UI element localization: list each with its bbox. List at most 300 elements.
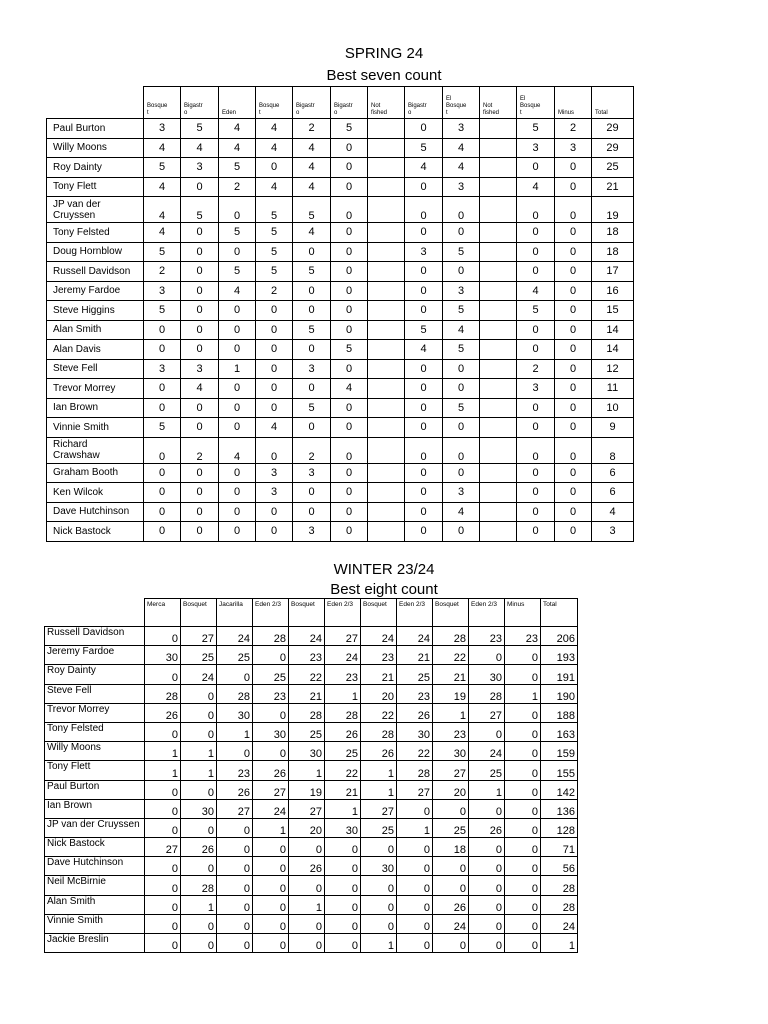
spring-score-cell: 5 (405, 138, 443, 158)
spring-score-cell: 0 (555, 242, 592, 262)
spring-score-cell: 5 (517, 119, 555, 139)
spring-score-cell: 0 (256, 398, 293, 418)
spring-score-cell: 3 (443, 483, 480, 503)
winter-score-cell: 0 (253, 934, 289, 953)
winter-score-cell: 28 (253, 627, 289, 646)
spring-score-cell: 0 (331, 418, 368, 438)
spring-score-cell: 0 (405, 177, 443, 197)
spring-score-cell: 0 (256, 502, 293, 522)
spring-score-cell: 0 (331, 158, 368, 178)
winter-player-name: Roy Dainty (45, 665, 145, 684)
spring-score-cell: 3 (256, 483, 293, 503)
spring-table-row (47, 301, 634, 321)
spring-score-cell (480, 340, 517, 360)
spring-score-cell: 0 (555, 320, 592, 340)
spring-score-cell (368, 359, 405, 379)
spring-player-name-text: Willy Moons (53, 142, 107, 154)
winter-score-cell: 26 (325, 722, 361, 741)
spring-score-cell: 4 (144, 138, 181, 158)
spring-score-cell (368, 483, 405, 503)
spring-header-text: o (296, 110, 300, 116)
spring-score-cell: 5 (256, 242, 293, 262)
spring-score-cell (480, 437, 517, 463)
spring-score-cell: 0 (555, 197, 592, 223)
spring-score-cell: 0 (555, 262, 592, 282)
spring-score-cell: 0 (219, 320, 256, 340)
spring-score-cell: 5 (293, 262, 331, 282)
winter-score-cell: 71 (541, 838, 578, 857)
winter-score-cell: 22 (397, 742, 433, 761)
spring-score-cell: 4 (443, 158, 480, 178)
spring-score-cell: 29 (592, 119, 634, 139)
winter-score-cell: 0 (361, 895, 397, 914)
winter-score-cell: 1 (145, 742, 181, 761)
spring-score-cell: 0 (219, 418, 256, 438)
spring-score-cell: 0 (405, 483, 443, 503)
winter-score-cell: 0 (433, 876, 469, 895)
winter-standings-table (44, 598, 578, 953)
winter-score-cell: 0 (145, 722, 181, 741)
winter-score-cell: 30 (361, 857, 397, 876)
spring-score-cell: 0 (517, 437, 555, 463)
spring-score-cell (368, 463, 405, 483)
spring-score-cell: 5 (144, 242, 181, 262)
winter-score-cell: 24 (253, 799, 289, 818)
spring-score-cell: 0 (405, 398, 443, 418)
spring-player-name-text: Tony Felsted (53, 226, 110, 238)
winter-score-cell: 25 (253, 665, 289, 684)
winter-score-cell: 0 (469, 799, 505, 818)
spring-score-cell: 18 (592, 223, 634, 243)
spring-header-text: Bigastr (184, 103, 203, 109)
spring-score-cell (480, 522, 517, 542)
winter-score-cell: 22 (361, 703, 397, 722)
winter-column-header: Merca (145, 599, 181, 627)
spring-score-cell: 5 (219, 223, 256, 243)
winter-score-cell: 0 (253, 914, 289, 933)
spring-column-header (555, 87, 592, 119)
spring-score-cell: 0 (405, 359, 443, 379)
spring-score-cell: 10 (592, 398, 634, 418)
spring-player-name-text: Doug Hornblow (53, 246, 122, 258)
winter-score-cell: 0 (181, 818, 217, 837)
spring-table-row (47, 158, 634, 178)
winter-column-header: Bosquet (361, 599, 397, 627)
winter-score-cell: 0 (217, 895, 253, 914)
winter-score-cell: 25 (433, 818, 469, 837)
spring-score-cell: 0 (331, 177, 368, 197)
spring-score-cell: 0 (181, 463, 219, 483)
winter-score-cell: 128 (541, 818, 578, 837)
spring-score-cell: 0 (331, 281, 368, 301)
spring-score-cell (368, 502, 405, 522)
winter-score-cell: 155 (541, 761, 578, 780)
winter-score-cell: 0 (505, 703, 541, 722)
winter-score-cell: 0 (289, 914, 325, 933)
spring-score-cell: 0 (181, 398, 219, 418)
spring-score-cell: 0 (144, 320, 181, 340)
spring-score-cell: 0 (517, 522, 555, 542)
winter-score-cell: 23 (361, 646, 397, 665)
spring-score-cell: 5 (293, 398, 331, 418)
winter-score-cell: 1 (181, 895, 217, 914)
spring-header-text: Bigastr (334, 103, 353, 109)
winter-score-cell: 28 (145, 684, 181, 703)
spring-score-cell: 0 (293, 340, 331, 360)
winter-score-cell: 0 (397, 914, 433, 933)
winter-score-cell: 0 (145, 895, 181, 914)
spring-score-cell: 0 (181, 177, 219, 197)
spring-score-cell: 0 (144, 398, 181, 418)
winter-score-cell: 22 (289, 665, 325, 684)
spring-score-cell (368, 242, 405, 262)
spring-player-name (47, 119, 144, 139)
winter-score-cell: 0 (289, 934, 325, 953)
winter-score-cell: 0 (325, 895, 361, 914)
spring-header-text: o (334, 110, 338, 116)
spring-header-text: t (259, 110, 261, 116)
winter-score-cell: 28 (397, 761, 433, 780)
spring-player-name (47, 418, 144, 438)
spring-score-cell (368, 437, 405, 463)
winter-score-cell: 0 (145, 627, 181, 646)
spring-score-cell (368, 340, 405, 360)
spring-table-row (47, 437, 634, 463)
spring-header-blank (47, 87, 144, 119)
spring-header-text: Bosque (446, 103, 467, 109)
winter-score-cell: 28 (361, 722, 397, 741)
spring-score-cell: 0 (517, 418, 555, 438)
spring-score-cell: 2 (144, 262, 181, 282)
spring-score-cell: 0 (555, 483, 592, 503)
spring-player-name (47, 262, 144, 282)
spring-title: SPRING 24 (344, 45, 424, 62)
spring-standings-table (46, 86, 634, 542)
winter-score-cell: 1 (541, 934, 578, 953)
winter-score-cell: 24 (397, 627, 433, 646)
winter-player-name: Jeremy Fardoe (45, 646, 145, 665)
winter-score-cell: 22 (325, 761, 361, 780)
spring-score-cell: 0 (144, 463, 181, 483)
spring-score-cell: 0 (293, 281, 331, 301)
spring-table-row (47, 119, 634, 139)
spring-header-text: Bosque (147, 103, 168, 109)
winter-player-name: Nick Bastock (45, 838, 145, 857)
spring-score-cell: 0 (144, 379, 181, 399)
spring-player-name (47, 223, 144, 243)
spring-score-cell (368, 301, 405, 321)
winter-table-row (45, 914, 578, 933)
winter-score-cell: 23 (253, 684, 289, 703)
spring-score-cell (480, 177, 517, 197)
spring-score-cell: 5 (256, 197, 293, 223)
spring-score-cell: 21 (592, 177, 634, 197)
winter-score-cell: 1 (289, 895, 325, 914)
winter-player-name: Tony Felsted (45, 722, 145, 741)
spring-score-cell: 0 (517, 197, 555, 223)
spring-header-text: fished (483, 110, 500, 116)
spring-score-cell: 0 (219, 301, 256, 321)
winter-score-cell: 0 (505, 722, 541, 741)
spring-player-name (47, 398, 144, 418)
winter-score-cell: 27 (433, 761, 469, 780)
spring-score-cell (480, 119, 517, 139)
winter-score-cell: 0 (181, 857, 217, 876)
winter-player-name: Neil McBirnie (45, 876, 145, 895)
spring-header-text: El (446, 96, 452, 102)
winter-table-row (45, 722, 578, 741)
winter-score-cell: 27 (397, 780, 433, 799)
spring-table-row (47, 502, 634, 522)
spring-score-cell: 4 (256, 177, 293, 197)
spring-player-name (47, 437, 144, 463)
winter-column-header: Bosquet (433, 599, 469, 627)
winter-column-header: Minus (505, 599, 541, 627)
winter-score-cell: 0 (145, 876, 181, 895)
winter-score-cell: 25 (217, 646, 253, 665)
spring-score-cell: 11 (592, 379, 634, 399)
spring-column-header (256, 87, 293, 119)
spring-score-cell: 9 (592, 418, 634, 438)
spring-table-row (47, 197, 634, 223)
spring-header-text: Bigastr (408, 103, 427, 109)
spring-score-cell: 3 (293, 463, 331, 483)
spring-score-cell (368, 177, 405, 197)
spring-header-text: Bosque (259, 103, 280, 109)
winter-score-cell: 26 (433, 895, 469, 914)
winter-score-cell: 0 (469, 722, 505, 741)
winter-score-cell: 0 (469, 857, 505, 876)
spring-header-text: t (520, 110, 522, 116)
winter-score-cell: 0 (325, 934, 361, 953)
winter-score-cell: 28 (289, 703, 325, 722)
winter-score-cell: 23 (217, 761, 253, 780)
spring-player-name-text: Jeremy Fardoe (53, 285, 121, 297)
winter-score-cell: 0 (145, 857, 181, 876)
spring-table-row (47, 359, 634, 379)
spring-score-cell: 0 (256, 340, 293, 360)
spring-header-text: Bosque (520, 103, 541, 109)
spring-score-cell: 19 (592, 197, 634, 223)
winter-score-cell: 0 (289, 876, 325, 895)
spring-score-cell: 0 (256, 437, 293, 463)
winter-header-blank (45, 599, 145, 627)
spring-table-row (47, 522, 634, 542)
winter-score-cell: 0 (505, 742, 541, 761)
spring-table-row (47, 463, 634, 483)
winter-score-cell: 19 (289, 780, 325, 799)
spring-score-cell: 0 (517, 340, 555, 360)
spring-score-cell: 3 (405, 242, 443, 262)
spring-score-cell: 0 (181, 522, 219, 542)
spring-player-name-text: Steve Fell (53, 363, 98, 375)
spring-header-text: o (408, 110, 412, 116)
winter-score-cell: 0 (505, 799, 541, 818)
spring-score-cell: 0 (405, 418, 443, 438)
winter-table-row (45, 684, 578, 703)
spring-score-cell: 0 (331, 223, 368, 243)
winter-score-cell: 30 (253, 722, 289, 741)
spring-score-cell: 14 (592, 340, 634, 360)
winter-column-header: Eden 2/3 (325, 599, 361, 627)
spring-score-cell: 0 (555, 359, 592, 379)
spring-column-header (592, 87, 634, 119)
spring-score-cell: 0 (219, 242, 256, 262)
spring-score-cell: 0 (555, 463, 592, 483)
spring-score-cell: 0 (219, 463, 256, 483)
spring-table-row (47, 340, 634, 360)
winter-score-cell: 1 (289, 761, 325, 780)
spring-score-cell (480, 242, 517, 262)
spring-score-cell: 4 (331, 379, 368, 399)
winter-title: WINTER 23/24 (333, 561, 435, 578)
spring-score-cell: 0 (517, 262, 555, 282)
spring-player-name-text: Alan Davis (53, 343, 101, 355)
spring-score-cell (480, 301, 517, 321)
winter-score-cell: 0 (181, 780, 217, 799)
spring-score-cell (368, 379, 405, 399)
winter-table-row (45, 857, 578, 876)
winter-score-cell: 206 (541, 627, 578, 646)
spring-score-cell: 0 (293, 379, 331, 399)
winter-score-cell: 0 (145, 799, 181, 818)
winter-table-row (45, 780, 578, 799)
winter-score-cell: 25 (397, 665, 433, 684)
spring-score-cell: 5 (256, 223, 293, 243)
winter-score-cell: 0 (361, 914, 397, 933)
spring-score-cell: 3 (517, 138, 555, 158)
spring-score-cell: 0 (144, 483, 181, 503)
spring-column-header (517, 87, 555, 119)
spring-score-cell: 8 (592, 437, 634, 463)
winter-table-row (45, 703, 578, 722)
spring-score-cell: 5 (219, 262, 256, 282)
spring-score-cell: 0 (219, 522, 256, 542)
spring-score-cell: 4 (219, 281, 256, 301)
winter-score-cell: 1 (253, 818, 289, 837)
winter-score-cell: 28 (325, 703, 361, 722)
spring-score-cell: 3 (144, 119, 181, 139)
spring-table-row (47, 138, 634, 158)
spring-player-name (47, 197, 144, 223)
spring-score-cell: 0 (555, 418, 592, 438)
winter-score-cell: 23 (469, 627, 505, 646)
winter-score-cell: 0 (253, 857, 289, 876)
winter-score-cell: 20 (361, 684, 397, 703)
winter-score-cell: 136 (541, 799, 578, 818)
winter-score-cell: 190 (541, 684, 578, 703)
winter-score-cell: 1 (217, 722, 253, 741)
spring-score-cell: 5 (181, 197, 219, 223)
spring-score-cell: 0 (293, 483, 331, 503)
spring-score-cell: 2 (181, 437, 219, 463)
spring-score-cell: 3 (517, 379, 555, 399)
spring-score-cell: 0 (219, 398, 256, 418)
spring-score-cell: 3 (144, 359, 181, 379)
winter-score-cell: 23 (433, 722, 469, 741)
winter-player-name: Dave Hutchinson (45, 857, 145, 876)
spring-score-cell (368, 119, 405, 139)
spring-score-cell: 0 (517, 483, 555, 503)
spring-score-cell (480, 320, 517, 340)
spring-score-cell: 12 (592, 359, 634, 379)
spring-score-cell: 25 (592, 158, 634, 178)
winter-score-cell: 0 (217, 876, 253, 895)
winter-column-header: Eden 2/3 (253, 599, 289, 627)
spring-score-cell: 5 (144, 418, 181, 438)
winter-score-cell: 0 (217, 838, 253, 857)
winter-score-cell: 26 (469, 818, 505, 837)
winter-score-cell: 26 (397, 703, 433, 722)
spring-score-cell: 5 (443, 340, 480, 360)
spring-player-name-text: Graham Booth (53, 467, 119, 479)
spring-score-cell (480, 463, 517, 483)
spring-score-cell: 0 (256, 158, 293, 178)
spring-player-name-text: Paul Burton (53, 122, 106, 134)
spring-score-cell: 2 (256, 281, 293, 301)
winter-score-cell: 191 (541, 665, 578, 684)
winter-score-cell: 0 (505, 838, 541, 857)
spring-score-cell: 0 (181, 320, 219, 340)
spring-score-cell: 5 (405, 320, 443, 340)
spring-score-cell: 0 (405, 119, 443, 139)
spring-score-cell (480, 262, 517, 282)
spring-player-name-text: Roy Dainty (53, 161, 102, 173)
spring-score-cell: 0 (405, 281, 443, 301)
spring-score-cell: 5 (181, 119, 219, 139)
spring-score-cell: 0 (443, 262, 480, 282)
winter-score-cell: 0 (361, 876, 397, 895)
winter-score-cell: 27 (325, 627, 361, 646)
winter-score-cell: 0 (181, 914, 217, 933)
winter-score-cell: 19 (433, 684, 469, 703)
winter-table-row (45, 799, 578, 818)
spring-score-cell: 4 (443, 502, 480, 522)
winter-score-cell: 28 (469, 684, 505, 703)
spring-score-cell: 0 (555, 177, 592, 197)
spring-table-row (47, 379, 634, 399)
spring-header-text: El (520, 96, 526, 102)
spring-player-name (47, 340, 144, 360)
winter-score-cell: 0 (397, 895, 433, 914)
winter-score-cell: 28 (541, 876, 578, 895)
spring-score-cell: 0 (144, 340, 181, 360)
spring-score-cell: 1 (219, 359, 256, 379)
winter-score-cell: 23 (289, 646, 325, 665)
winter-column-header: Jacarilla (217, 599, 253, 627)
winter-score-cell: 25 (289, 722, 325, 741)
spring-score-cell (368, 398, 405, 418)
spring-score-cell: 0 (331, 483, 368, 503)
spring-score-cell: 0 (405, 262, 443, 282)
spring-score-cell: 0 (181, 483, 219, 503)
spring-score-cell: 4 (517, 177, 555, 197)
spring-score-cell: 0 (331, 359, 368, 379)
winter-score-cell: 28 (433, 627, 469, 646)
spring-table-row (47, 262, 634, 282)
winter-score-cell: 21 (289, 684, 325, 703)
winter-score-cell: 23 (505, 627, 541, 646)
spring-player-name-text: JP van der (53, 198, 101, 210)
spring-score-cell: 4 (219, 138, 256, 158)
winter-score-cell: 0 (469, 646, 505, 665)
winter-player-name: Ian Brown (45, 799, 145, 818)
spring-score-cell: 4 (293, 177, 331, 197)
spring-score-cell: 0 (405, 463, 443, 483)
winter-score-cell: 1 (469, 780, 505, 799)
winter-score-cell: 0 (433, 934, 469, 953)
spring-score-cell: 5 (517, 301, 555, 321)
